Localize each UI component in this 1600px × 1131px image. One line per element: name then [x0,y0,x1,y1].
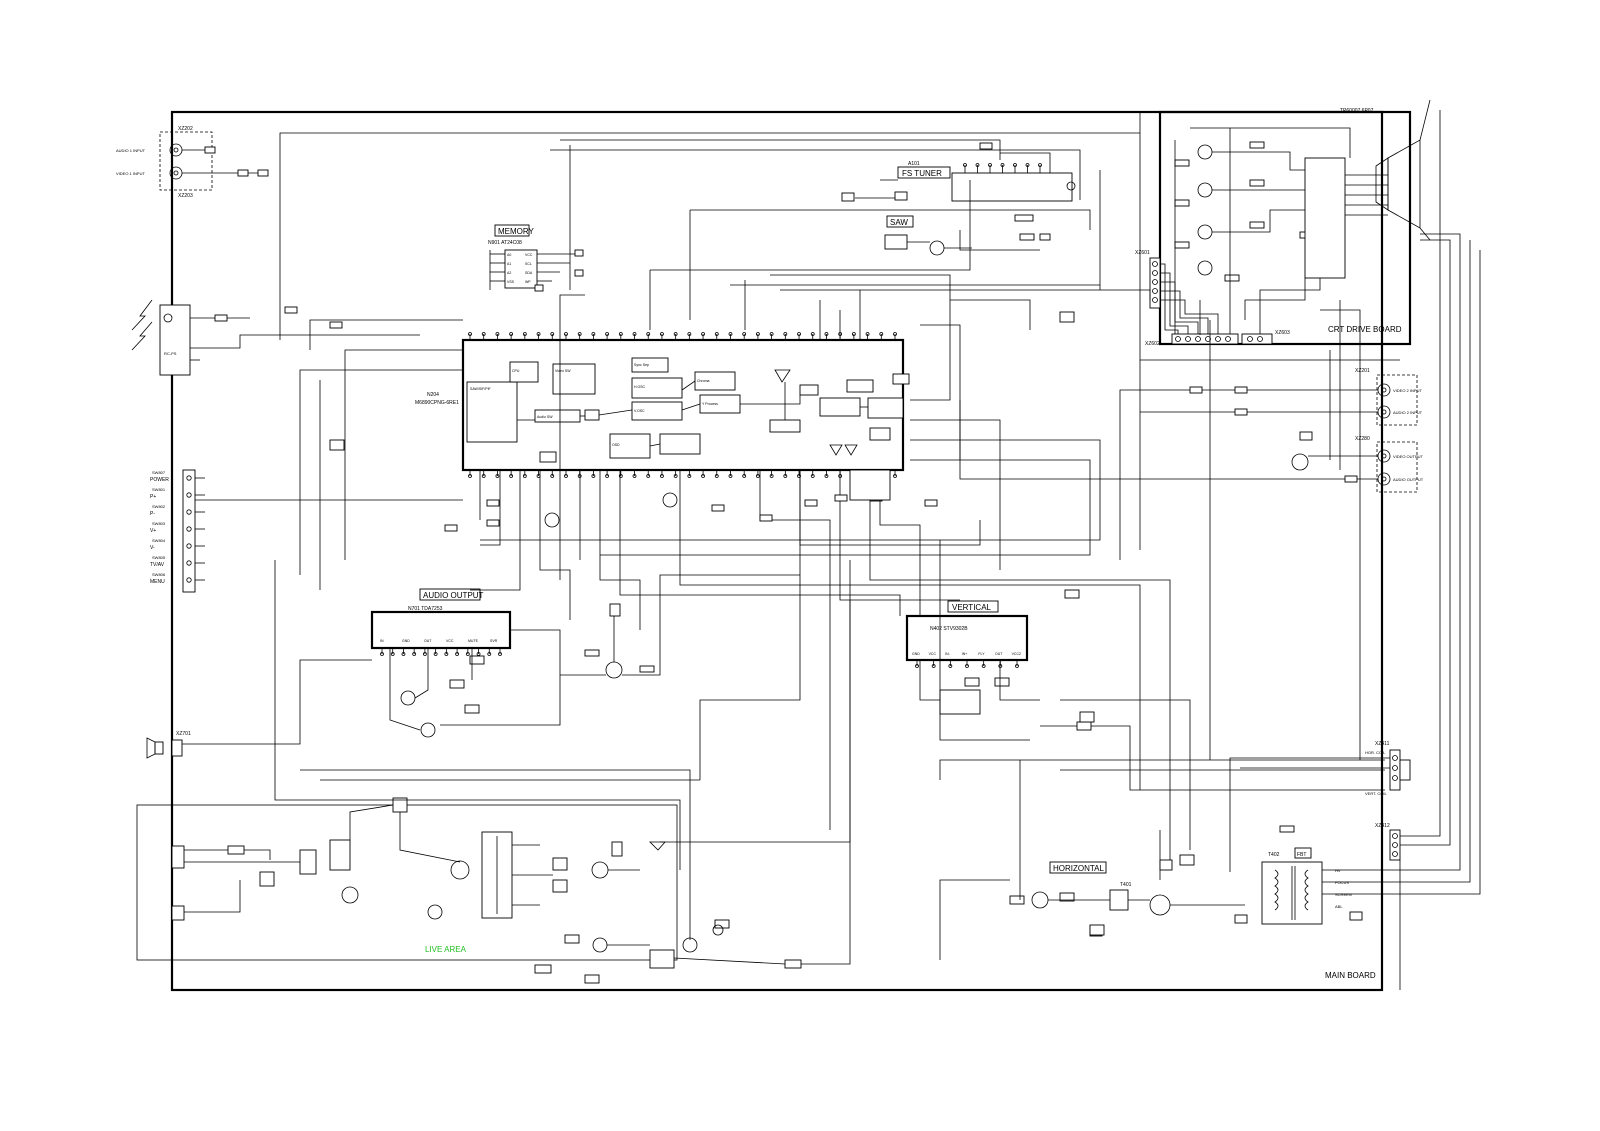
svg-text:XZ603: XZ603 [1275,330,1290,336]
svg-text:N204: N204 [427,392,439,398]
svg-text:T401: T401 [1120,882,1132,888]
svg-text:HV: HV [1335,868,1341,873]
svg-text:XZ601: XZ601 [1135,250,1150,256]
keypad-switch-ref: SW802 [152,504,166,509]
svg-text:N402 STV9302B: N402 STV9302B [930,626,968,632]
keypad-switch-name: P- [150,511,155,517]
crt-neck [1388,140,1420,228]
main-ic-block-label: Y Process [702,402,718,406]
svg-text:LIVE AREA: LIVE AREA [425,945,466,954]
svg-text:XZ202: XZ202 [178,126,193,132]
horizontal-block [1010,830,1247,936]
crt-board-label: CRT DRIVE BOARD [1328,325,1402,334]
passive-components [330,312,1194,935]
svg-text:XZ701: XZ701 [176,731,191,737]
memory-pin-label: A2 [507,271,512,275]
crt-socket [1305,158,1345,278]
main-board-label: MAIN BOARD [1325,971,1376,980]
keypad-switch-name: V- [150,545,155,551]
fbt-block [1262,234,1480,924]
memory-pin-label: A1 [507,262,512,266]
fuse [228,846,244,854]
xz601-connector [1135,250,1218,334]
keypad-switch-name: TV/AV [150,562,165,568]
svg-text:VERTICAL: VERTICAL [952,603,991,612]
memory-pin-label: A0 [507,253,512,257]
svg-text:FOCUS: FOCUS [1335,880,1349,885]
keypad-switch [150,555,205,568]
svg-text:AUDIO 2 INPUT: AUDIO 2 INPUT [1393,410,1423,415]
keypad-switch-name: MENU [150,579,165,585]
keypad-switch-ref: SW804 [152,538,166,543]
keypad-switch [150,521,205,534]
memory-pin-label: WP [525,280,531,284]
main-ic-block-label: CPU [512,369,520,373]
ir-receiver [132,300,420,375]
svg-text:VIDEO 1 INPUT: VIDEO 1 INPUT [116,171,145,176]
svg-text:AUDIO OUTPUT: AUDIO OUTPUT [1393,477,1424,482]
keypad [150,470,205,592]
crt-connector-xz603 [1242,330,1290,344]
ac-input-connector [172,846,184,868]
regulators [535,600,850,983]
svg-text:XZ602: XZ602 [1145,341,1160,347]
crt-rgb-drivers [1175,142,1314,281]
memory-block [488,225,583,291]
keypad-switch [150,538,205,551]
svg-text:FBT: FBT [1297,852,1307,858]
speaker [147,660,372,758]
main-ic-block-label: V.OSC [634,409,645,413]
yoke-connector [1390,750,1400,790]
cpu-block [467,382,517,442]
svg-text:A101: A101 [908,161,920,167]
svg-text:XZ203: XZ203 [178,193,193,199]
svg-text:ABL: ABL [1335,904,1343,909]
audio-pin-label: OUT [424,639,432,643]
keypad-switch-ref: SW807 [152,470,166,475]
av-output-jacks [960,400,1424,492]
vertical-pin-label: IN- [945,652,950,656]
memory-pin-label: SDA [525,271,533,275]
main-ic-block-label: Audio SW [537,415,553,419]
svg-text:AUDIO 1 INPUT: AUDIO 1 INPUT [116,148,146,153]
vertical-pin-label: GND [912,652,920,656]
main-ic-block-label: OSD [612,443,620,447]
main-ic-block-label: Video SW [555,369,571,373]
keypad-switch [150,572,205,585]
svg-text:HOR. COIL: HOR. COIL [1365,750,1386,755]
keypad-switch-name: POWER [150,477,169,483]
audio-pin-label: VCC [446,639,454,643]
main-ic-block-label: SAW/SIF/PIF [470,387,491,391]
keypad-switch-name: P+ [150,494,157,500]
vertical-pin-label: OUT [995,652,1003,656]
memory-pin-label: VSS [507,280,515,284]
keypad-switch-name: V+ [150,528,157,534]
audio-pin-label: MUTE [468,639,478,643]
vertical-pin-label: IN+ [961,652,968,656]
svg-text:VERT. COIL: VERT. COIL [1365,791,1387,796]
audio-pin-label: SVR [490,639,498,643]
vertical-pin-label: FLY [978,652,985,656]
keypad-switch [150,487,205,500]
memory-pin-label: VCC [525,253,533,257]
keypad-switch [150,470,205,483]
mute-circuit [560,575,800,678]
switching-transistor [451,861,469,879]
svg-text:RC-PS: RC-PS [164,351,177,356]
svg-text:T402: T402 [1268,852,1280,858]
main-ic-block-label: H.OSC [634,385,646,389]
svg-text:VIDEO OUTPUT: VIDEO OUTPUT [1393,454,1424,459]
svg-text:FS TUNER: FS TUNER [902,169,942,178]
svg-text:XZ412: XZ412 [1375,823,1390,829]
audio-pin-label: IN [380,639,384,643]
vertical-pin-label: VCC [928,652,936,656]
svg-text:AUDIO OUTPUT: AUDIO OUTPUT [423,591,484,600]
svg-text:VIDEO 2 INPUT: VIDEO 2 INPUT [1393,388,1422,393]
crt-socket-label: TP60007 6P07 [1340,108,1374,114]
keypad-switch-ref: SW803 [152,521,166,526]
memory-pin-label: SCL [525,262,532,266]
main-ic-block-label: Chroma [697,379,710,383]
av1-input-jacks [116,126,268,199]
bridge-rectifier [330,840,350,870]
svg-text:XZ280: XZ280 [1355,436,1370,442]
keypad-switch [150,504,205,517]
svg-text:SAW: SAW [890,218,908,227]
main-ic [415,333,909,478]
signal-wiring [195,133,1400,990]
power-supply [137,560,850,960]
speaker-icon [155,742,163,754]
tuner-block [842,143,1100,290]
svg-text:N701 TDA7253: N701 TDA7253 [408,606,443,612]
svg-text:XZ411: XZ411 [1375,741,1390,747]
audio-output-block [372,589,560,737]
audio-pin-label: GND [402,639,410,643]
saw-filter [885,235,907,249]
keypad-switch-ref: SW806 [152,572,166,577]
svg-text:M6890CPNG-6RE1: M6890CPNG-6RE1 [415,400,459,406]
svg-text:HORIZONTAL: HORIZONTAL [1053,864,1104,873]
svg-text:XZ201: XZ201 [1355,368,1370,374]
regulator-ic [650,950,674,968]
svg-text:N901 AT24C08: N901 AT24C08 [488,240,522,246]
crt-drive-board [1140,100,1430,360]
main-ic-block-label: Sync Sep [634,363,649,367]
keypad-switch-ref: SW801 [152,487,166,492]
vertical-pin-label: VCC2 [1011,652,1021,656]
keypad-switch-ref: SW805 [152,555,166,560]
svg-text:SCREEN: SCREEN [1335,892,1352,897]
main-board-outline [172,112,1382,990]
svg-text:MEMORY: MEMORY [498,227,534,236]
